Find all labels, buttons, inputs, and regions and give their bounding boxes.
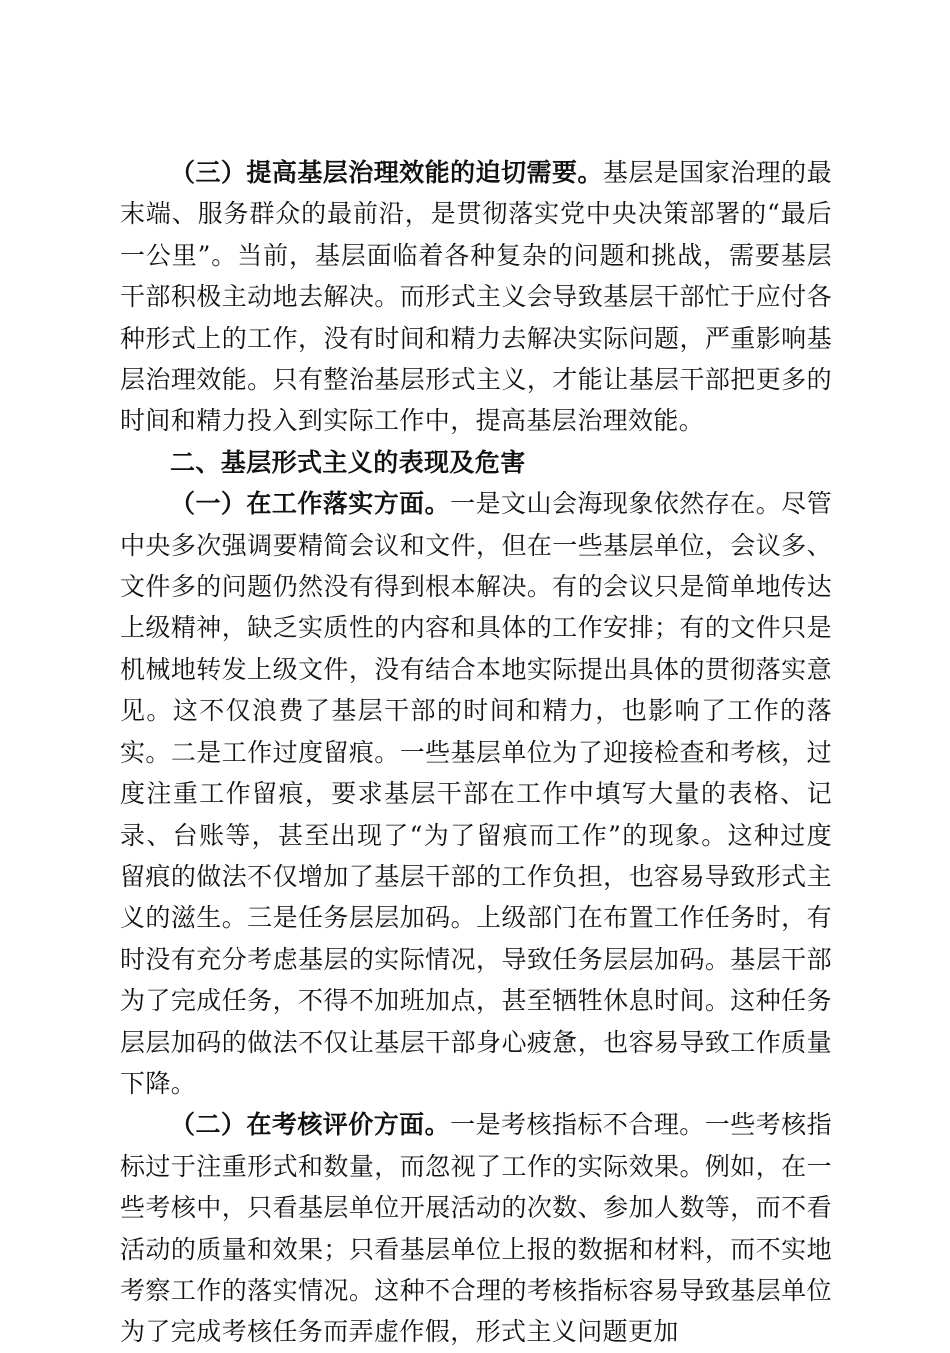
heading-part-2: 二、基层形式主义的表现及危害 [170,447,526,477]
section-3-body: 基层是国家治理的最末端、服务群众的最前沿，是贯彻落实党中央决策部署的“最后一公里”。当前，基层面临着各种复杂的问题和挑战，需要基层干部积极主动地去解决。而形式主义会导致基层干部忙于应付各种形式上的工作，没有时间和精力去解决实际问题，严重影响基层治理效能。只有整治基层形式主义，才能让基层干部把更多的时间和精力投入到实际工作中，提高基层治理效能。 [120,158,832,436]
subsection-1-lead: （一）在工作落实方面。 [170,489,451,519]
subsection-1-body: 一是文山会海现象依然存在。尽管中央多次强调要精简会议和文件，但在一些基层单位，会议多、文件多的问题仍然没有得到根本解决。有的会议只是简单地传达上级精神，缺乏实质性的内容和具体的工作安排；有的文件只是机械地转发上级文件，没有结合本地实际提出具体的贯彻落实意见。这不仅浪费了基层干部的时间和精力，也影响了工作的落实。二是工作过度留痕。一些基层单位为了迎接检查和考核，过度注重工作留痕，要求基层干部在工作中填写大量的表格、记录、台账等，甚至出现了“为了留痕而工作”的现象。这种过度留痕的做法不仅增加了基层干部的工作负担，也容易导致形式主义的滋生。三是任务层层加码。上级部门在布置工作任务时，有时没有充分考虑基层的实际情况，导致任务层层加码。基层干部为了完成任务，不得不加班加点，甚至牺牲休息时间。这种任务层层加码的做法不仅让基层干部身心疲惫，也容易导致工作质量下降。 [120,489,832,1098]
subsection-2-body: 一是考核指标不合理。一些考核指标过于注重形式和数量，而忽视了工作的实际效果。例如，在一些考核中，只看基层单位开展活动的次数、参加人数等，而不看活动的质量和效果；只看基层单位上报的数据和材料，而不实地考察工作的落实情况。这种不合理的考核指标容易导致基层单位为了完成考核任务而弄虚作假，形式主义问题更加 [120,1110,832,1347]
paragraph-section-3 [120,152,832,442]
document-body [120,152,832,1353]
paragraph-subsection-1 [120,483,832,1104]
subsection-2-lead: （二）在考核评价方面。 [170,1110,451,1140]
section-3-lead: （三）提高基层治理效能的迫切需要。 [170,158,603,187]
paragraph-subsection-2 [120,1104,832,1352]
